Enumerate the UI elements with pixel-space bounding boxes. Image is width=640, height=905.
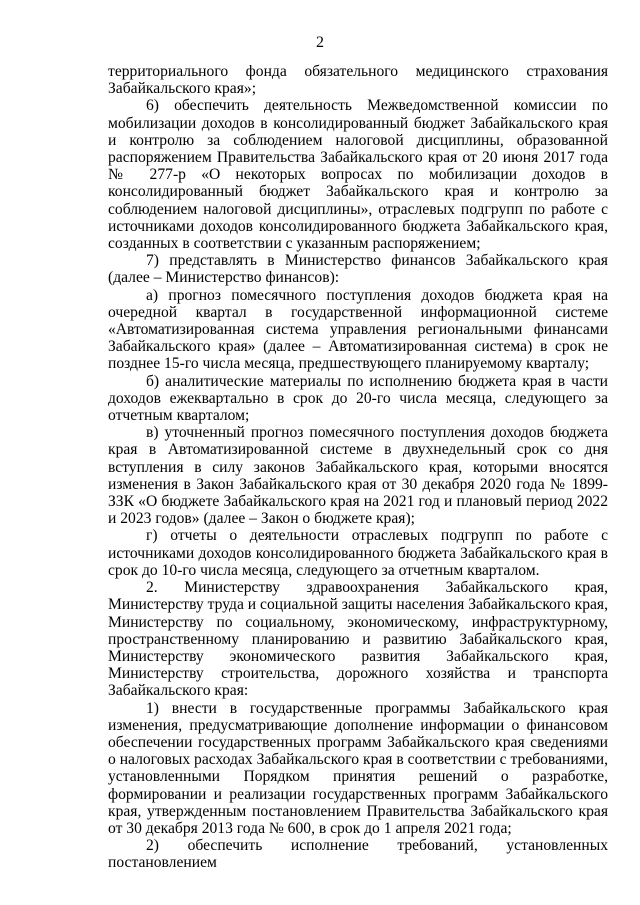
paragraph-section-2-item-1: 1) внести в государственные программы Забайкальского края изменения, предусматривающие дополнение информации о финансовом обеспечении государственных программ Забайкальского края сведениями о налоговых расходах Забайкальского края в соответствии с требованиями, установленными Порядком принятия решений о разработке, формировании и реализации государственных программ Забайкальского края, утвержденным постановлением Правительства Забайкальского края от 30 декабря 2013 года № 600, в срок до 1 апреля 2021 года; — [108, 699, 608, 837]
document-body — [108, 63, 608, 872]
paragraph-item-7c: в) уточненный прогноз помесячного поступления доходов бюджета края в Автоматизированной системе в двухнедельный срок со дня вступления в силу законов Забайкальского края, которыми вносятся изменения в Закон Забайкальского края от 30 декабря 2020 года № 1899-ЗЗК «О бюджете Забайкальского края на 2021 год и плановый период 2022 и 2023 годов» (далее – Закон о бюджете края); — [108, 424, 608, 528]
paragraph-section-2: 2. Министерству здравоохранения Забайкальского края, Министерству труда и социальной защиты населения Забайкальского края, Министерству по социальному, экономическому, инфраструктурному, пространственному планированию и развитию Забайкальского края, Министерству экономического развития Забайкальского края, Министерству строительства, дорожного хозяйства и транспорта Забайкальского края: — [108, 579, 608, 700]
page-number: 2 — [316, 34, 324, 51]
paragraph-item-7: 7) представлять в Министерство финансов Забайкальского края (далее – Министерство финансов): — [108, 252, 608, 287]
paragraph-section-2-item-2: 2) обеспечить исполнение требований, установленных постановлением — [108, 837, 608, 872]
paragraph-item-7a: а) прогноз помесячного поступления доходов бюджета края на очередной квартал в государственной информационной системе «Автоматизированная система управления региональными финансами Забайкальского края» (далее – Автоматизированная система) в срок не позднее 15-го числа месяца, предшествующего планируемому кварталу; — [108, 286, 608, 373]
paragraph-item-6: 6) обеспечить деятельность Межведомственной комиссии по мобилизации доходов в консолидированный бюджет Забайкальского края и контролю за соблюдением налоговой дисциплины, образованной распоряжением Правительства Забайкальского края от 20 июня 2017 года № 277-р «О некоторых вопросах по мобилизации доходов в консолидированный бюджет Забайкальского края и контролю за соблюдением налоговой дисциплины», отраслевых подгрупп по работе с источниками доходов консолидированного бюджета Забайкальского края, созданных в соответствии с указанным распоряжением; — [108, 97, 608, 253]
paragraph-continuation: территориального фонда обязательного медицинского страхования Забайкальского края»; — [108, 63, 608, 98]
paragraph-item-7d: г) отчеты о деятельности отраслевых подгрупп по работе с источниками доходов консолидированного бюджета Забайкальского края в срок до 10-го числа месяца, следующего за отчетным кварталом. — [108, 527, 608, 579]
paragraph-item-7b: б) аналитические материалы по исполнению бюджета края в части доходов ежеквартально в срок до 20-го числа месяца, следующего за отчетным кварталом; — [108, 372, 608, 425]
